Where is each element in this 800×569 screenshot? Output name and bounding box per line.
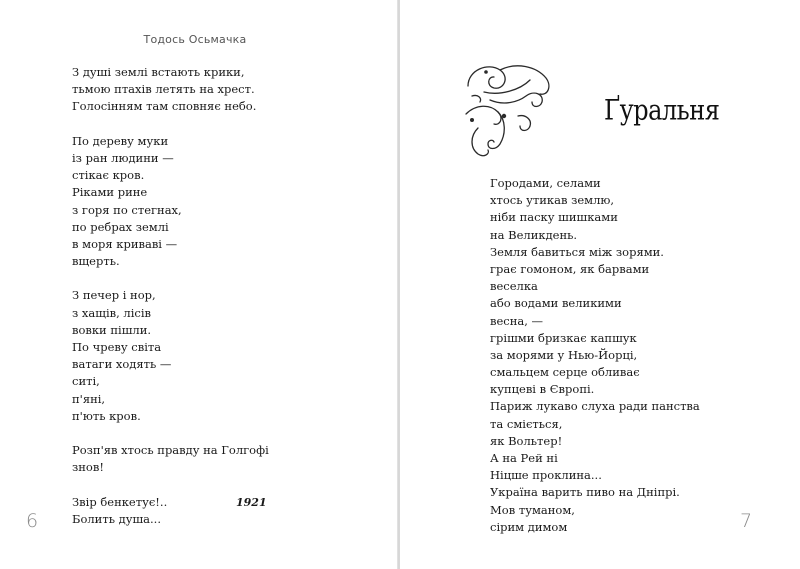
verse-line: або водами великими — [490, 296, 622, 311]
verse-line: Ніцше проклина... — [490, 468, 602, 483]
poem-date: 1921 — [236, 496, 267, 509]
verse-line: Земля бавиться між зорями. — [490, 244, 664, 259]
verse-line: Україна варить пиво на Дніпрі. — [490, 485, 680, 500]
verse-line: Розп'яв хтось правду на Голгофі — [72, 443, 269, 458]
verse-line: з хащів, лісів — [72, 305, 152, 320]
verse-line: А на Рей ні — [490, 451, 558, 465]
verse-line: хтось утикав землю, — [490, 193, 615, 208]
verse-line: знов! — [72, 460, 104, 475]
verse-line: Болить душа... — [72, 511, 161, 526]
verse-line: Мов туманом, — [490, 502, 575, 517]
verse-line: стікає кров. — [72, 168, 145, 183]
verse-line: веселка — [490, 279, 538, 294]
left-page — [0, 0, 398, 569]
verse-line: як Вольтер! — [490, 433, 563, 448]
verse-line: вовки пішли. — [72, 322, 152, 337]
verse-line: за морями у Нью-Йорці, — [490, 347, 638, 362]
verse-line: по ребрах землі — [72, 219, 169, 234]
verse-line: з горя по стегнах, — [72, 202, 182, 217]
verse-line: на Великдень. — [490, 227, 578, 242]
verse-line: весна, — — [490, 313, 544, 328]
poem-right-text — [490, 175, 700, 536]
verse-line: Городами, селами — [490, 176, 601, 190]
verse-line: По дереву муки — [72, 133, 169, 148]
verse-line: та сміється, — [490, 416, 563, 431]
running-head-author: Тодось Осьмачка — [143, 33, 247, 46]
page-number-left: 6 — [26, 510, 39, 532]
stanza-break — [72, 116, 269, 133]
verse-line: п'ють кров. — [72, 408, 141, 423]
verse-line: в моря криваві — — [72, 236, 178, 251]
verse-line: грає гомоном, як барвами — [490, 261, 650, 276]
stanza-break — [72, 477, 269, 494]
verse-line: Париж лукаво слуха ради панства — [490, 399, 700, 414]
verse-line: З душі землі встають крики, — [72, 65, 245, 79]
stanza-break — [72, 270, 269, 287]
verse-line: З печер і нор, — [72, 288, 156, 303]
verse-line: ніби паску шишками — [490, 210, 618, 225]
verse-line: грішми бризкає капшук — [490, 330, 637, 345]
verse-line: По чреву світа — [72, 340, 162, 354]
verse-line: із ран людини — — [72, 150, 174, 165]
verse-line: Голосінням там сповняє небо. — [72, 99, 257, 114]
verse-line: Ріками рине — [72, 185, 148, 200]
flourish-ornament-icon — [460, 56, 570, 166]
verse-line: п'яні, — [72, 391, 106, 406]
verse-line: Звір бенкетує!.. — [72, 494, 168, 509]
page-number-right: 7 — [740, 510, 753, 532]
verse-line: сірим димом — [490, 519, 568, 534]
verse-line: смальцем серце обливає — [490, 365, 640, 380]
verse-line: тьмою птахів летять на хрест. — [72, 82, 255, 97]
verse-line: купцеві в Європі. — [490, 382, 595, 397]
verse-line: ситі, — [72, 374, 100, 389]
verse-line: ватаги ходять — — [72, 357, 172, 372]
poem-title: Ґуральня — [604, 94, 720, 127]
verse-line: вщерть. — [72, 254, 120, 269]
poem-left-text — [72, 64, 269, 528]
stanza-break — [72, 425, 269, 442]
